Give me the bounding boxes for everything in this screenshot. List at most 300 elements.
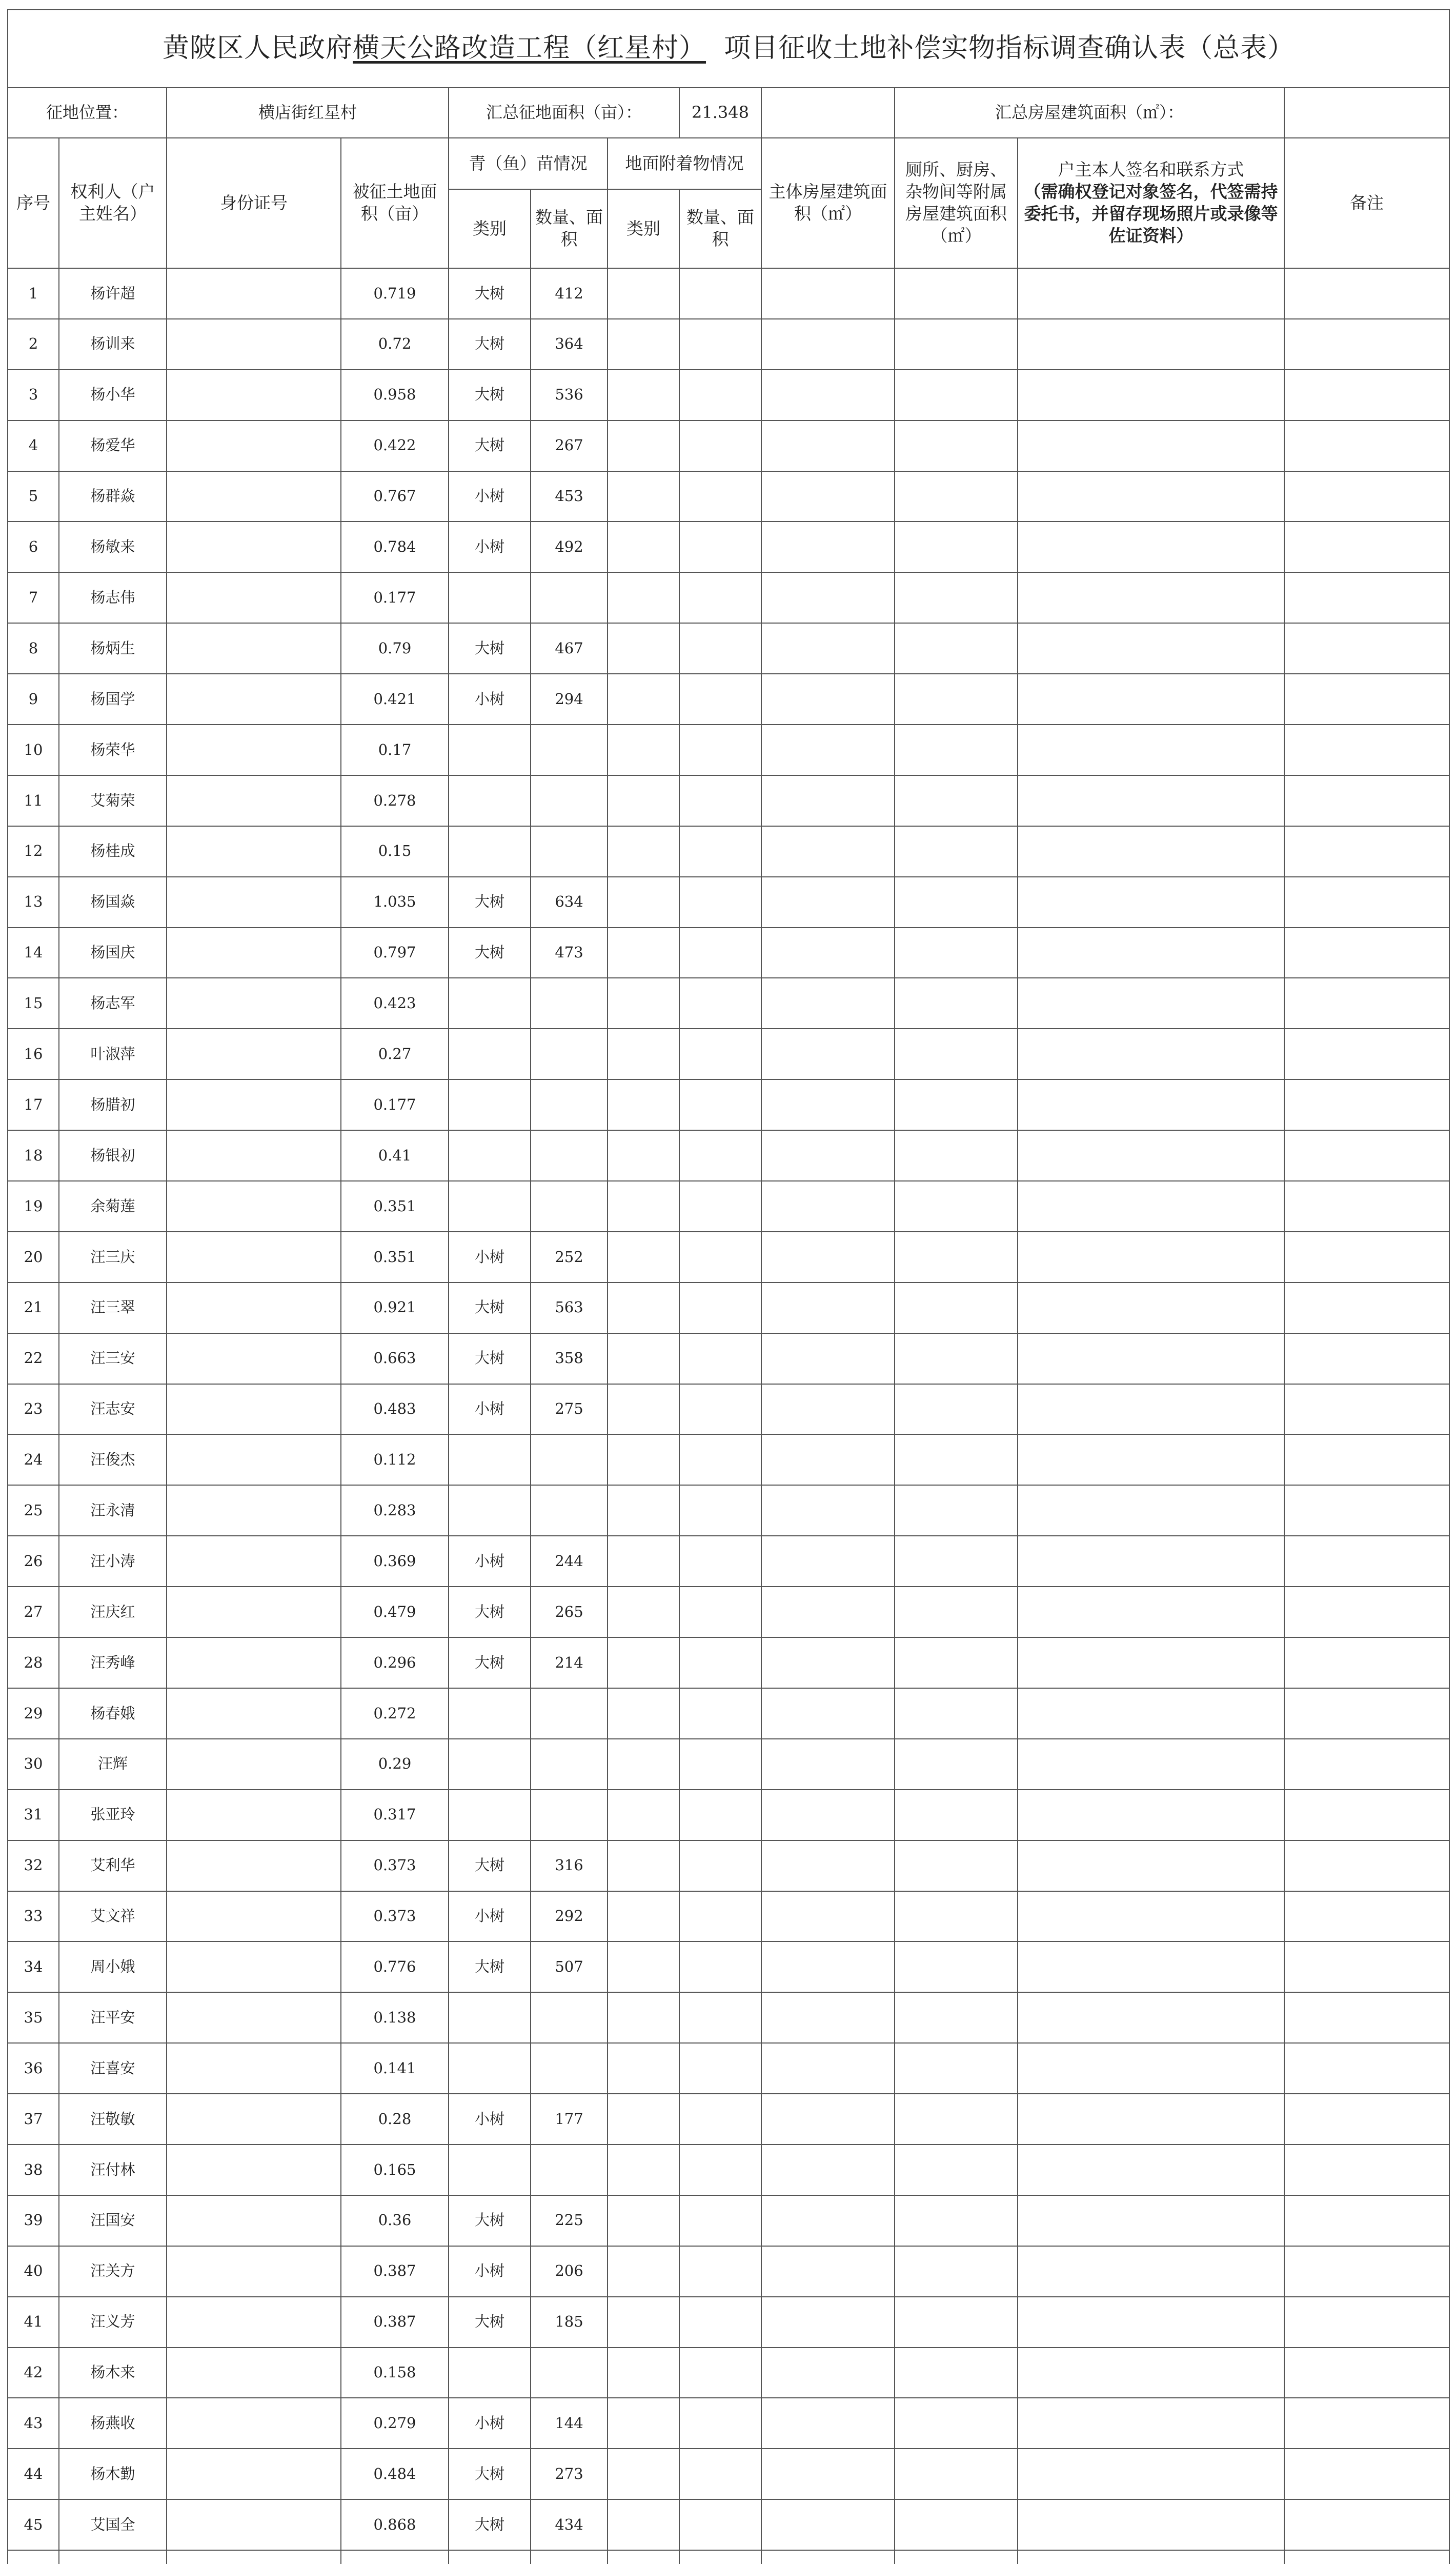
row-land-area: 0.921 <box>341 1283 449 1333</box>
row-owner-name: 汪三庆 <box>59 1232 167 1283</box>
row-aux-house-area <box>895 2145 1018 2195</box>
row-attachment-qty <box>679 1232 761 1283</box>
row-seq: 18 <box>8 1130 59 1181</box>
row-seq: 5 <box>8 471 59 522</box>
row-id-number <box>167 2043 341 2094</box>
row-remark <box>1284 1941 1449 1992</box>
row-signature <box>1018 826 1284 877</box>
row-signature <box>1018 1840 1284 1891</box>
title-suffix: 项目征收土地补偿实物指标调查确认表（总表） <box>724 33 1295 64</box>
row-owner-name: 杨群焱 <box>59 471 167 522</box>
row-land-area: 1.035 <box>341 877 449 928</box>
row-seedling-type: 大树 <box>449 2499 531 2550</box>
row-id-number <box>167 826 341 877</box>
table-row <box>8 1637 1449 1688</box>
row-owner-name: 杨银初 <box>59 1130 167 1181</box>
row-main-house-area <box>761 1333 895 1384</box>
row-remark <box>1284 370 1449 420</box>
row-seedling-type <box>449 1485 531 1536</box>
row-id-number <box>167 1891 341 1942</box>
row-attachment-type <box>608 319 679 370</box>
row-seedling-type: 大树 <box>449 2195 531 2246</box>
row-attachment-type <box>608 420 679 471</box>
row-id-number <box>167 623 341 674</box>
row-id-number <box>167 370 341 420</box>
row-seq: 30 <box>8 1739 59 1790</box>
row-aux-house-area <box>895 1688 1018 1739</box>
table-row <box>8 1992 1449 2043</box>
row-aux-house-area <box>895 826 1018 877</box>
row-land-area: 0.784 <box>341 522 449 572</box>
row-aux-house-area <box>895 1130 1018 1181</box>
row-signature <box>1018 1130 1284 1181</box>
header-signature-line2: （需确权登记对象签名，代签需持委托书，并留存现场照片或录像等佐证资料） <box>1024 182 1278 246</box>
row-seq: 4 <box>8 420 59 471</box>
row-signature <box>1018 1688 1284 1739</box>
row-seedling-qty: 634 <box>531 877 608 928</box>
row-seq: 38 <box>8 2145 59 2195</box>
row-main-house-area <box>761 826 895 877</box>
row-remark <box>1284 471 1449 522</box>
table-row <box>8 1688 1449 1739</box>
row-seedling-type <box>449 1790 531 1840</box>
row-owner-name: 余菊莲 <box>59 1181 167 1232</box>
row-attachment-type <box>608 2499 679 2550</box>
row-aux-house-area <box>895 1333 1018 1384</box>
row-owner-name: 杨许超 <box>59 268 167 319</box>
table-row <box>8 1333 1449 1384</box>
row-remark <box>1284 623 1449 674</box>
table-row <box>8 2043 1449 2094</box>
row-land-area: 0.28 <box>341 2094 449 2145</box>
row-land-area: 0.484 <box>341 2449 449 2499</box>
row-attachment-qty <box>679 2499 761 2550</box>
row-land-area: 0.177 <box>341 1079 449 1130</box>
row-remark <box>1284 2195 1449 2246</box>
row-remark <box>1284 1587 1449 1637</box>
row-signature <box>1018 1485 1284 1536</box>
row-owner-name: 杨爱华 <box>59 420 167 471</box>
row-signature <box>1018 1232 1284 1283</box>
row-seq: 12 <box>8 826 59 877</box>
row-seq: 27 <box>8 1587 59 1637</box>
row-land-area: 0.272 <box>341 1688 449 1739</box>
table-row <box>8 370 1449 420</box>
row-land-area: 0.868 <box>341 2499 449 2550</box>
row-main-house-area <box>761 471 895 522</box>
row-remark <box>1284 877 1449 928</box>
row-seedling-qty: 225 <box>531 2195 608 2246</box>
row-id-number <box>167 1333 341 1384</box>
row-main-house-area <box>761 2094 895 2145</box>
row-land-area: 0.296 <box>341 1637 449 1688</box>
row-main-house-area <box>761 1232 895 1283</box>
row-attachment-qty <box>679 1283 761 1333</box>
row-main-house-area <box>761 2348 895 2398</box>
row-signature <box>1018 1384 1284 1435</box>
row-id-number <box>167 1587 341 1637</box>
row-owner-name: 杨敏来 <box>59 522 167 572</box>
header-seedling-type: 类别 <box>449 189 531 268</box>
row-seq: 9 <box>8 674 59 725</box>
row-id-number <box>167 2195 341 2246</box>
row-land-area: 0.165 <box>341 2145 449 2195</box>
row-aux-house-area <box>895 1079 1018 1130</box>
row-land-area: 0.351 <box>341 1232 449 1283</box>
row-seedling-qty <box>531 1434 608 1485</box>
row-id-number <box>167 1739 341 1790</box>
header-seedling-qty: 数量、面积 <box>531 189 608 268</box>
row-attachment-type <box>608 1992 679 2043</box>
row-owner-name: 杨国焱 <box>59 877 167 928</box>
row-aux-house-area <box>895 2550 1018 2564</box>
row-seq: 44 <box>8 2449 59 2499</box>
row-signature <box>1018 2195 1284 2246</box>
row-seq: 7 <box>8 572 59 623</box>
row-land-area: 0.283 <box>341 1485 449 1536</box>
row-remark <box>1284 928 1449 978</box>
row-signature <box>1018 725 1284 775</box>
row-seedling-type: 大树 <box>449 877 531 928</box>
row-seq: 22 <box>8 1333 59 1384</box>
row-owner-name: 汪关方 <box>59 2246 167 2297</box>
table-row <box>8 522 1449 572</box>
row-seedling-type <box>449 1079 531 1130</box>
row-seq: 3 <box>8 370 59 420</box>
row-id-number <box>167 2094 341 2145</box>
info-blank <box>761 88 895 138</box>
row-land-area: 0.279 <box>341 2398 449 2449</box>
row-main-house-area <box>761 1485 895 1536</box>
row-signature <box>1018 522 1284 572</box>
row-seq: 35 <box>8 1992 59 2043</box>
row-land-area: 0.479 <box>341 1587 449 1637</box>
table-row <box>8 1434 1449 1485</box>
header-signature-line1: 户主本人签名和联系方式 <box>1058 159 1244 180</box>
row-seq: 14 <box>8 928 59 978</box>
row-remark <box>1284 1688 1449 1739</box>
row-remark <box>1284 522 1449 572</box>
row-id-number <box>167 1790 341 1840</box>
row-seq: 8 <box>8 623 59 674</box>
row-seedling-type: 小树 <box>449 1232 531 1283</box>
row-aux-house-area <box>895 2195 1018 2246</box>
row-owner-name: 杨木来 <box>59 2348 167 2398</box>
row-seedling-qty <box>531 2348 608 2398</box>
row-remark <box>1284 1079 1449 1130</box>
row-seedling-qty: 358 <box>531 1333 608 1384</box>
row-seedling-type <box>449 1739 531 1790</box>
form-title <box>8 10 1449 88</box>
row-remark <box>1284 2043 1449 2094</box>
row-seedling-qty: 273 <box>531 2449 608 2499</box>
row-attachment-qty <box>679 725 761 775</box>
row-owner-name: 汪永清 <box>59 1485 167 1536</box>
table-row <box>8 1384 1449 1435</box>
row-attachment-qty <box>679 319 761 370</box>
row-owner-name: 汪国安 <box>59 2195 167 2246</box>
row-attachment-type <box>608 2449 679 2499</box>
row-owner-name: 杨桂成 <box>59 826 167 877</box>
row-aux-house-area <box>895 674 1018 725</box>
row-attachment-qty <box>679 2145 761 2195</box>
row-remark <box>1284 674 1449 725</box>
row-seq: 34 <box>8 1941 59 1992</box>
row-aux-house-area <box>895 572 1018 623</box>
row-aux-house-area <box>895 1739 1018 1790</box>
row-signature <box>1018 1992 1284 2043</box>
confirmation-form <box>7 9 1449 2564</box>
row-signature <box>1018 1891 1284 1942</box>
row-attachment-type <box>608 370 679 420</box>
table-row <box>8 2195 1449 2246</box>
row-seedling-qty: 206 <box>531 2246 608 2297</box>
row-attachment-qty <box>679 1637 761 1688</box>
row-attachment-type <box>608 2246 679 2297</box>
row-id-number <box>167 1840 341 1891</box>
row-main-house-area <box>761 1992 895 2043</box>
row-seedling-qty: 473 <box>531 928 608 978</box>
row-seedling-type <box>449 978 531 1029</box>
row-aux-house-area <box>895 319 1018 370</box>
row-seedling-type: 小树 <box>449 674 531 725</box>
row-signature <box>1018 978 1284 1029</box>
row-seedling-type: 大树 <box>449 2297 531 2348</box>
row-remark <box>1284 2297 1449 2348</box>
row-attachment-type <box>608 572 679 623</box>
row-id-number <box>167 2297 341 2348</box>
row-seedling-type <box>449 826 531 877</box>
row-attachment-type <box>608 1384 679 1435</box>
table-row <box>8 2550 1449 2564</box>
row-land-area: 0.373 <box>341 1840 449 1891</box>
row-attachment-qty <box>679 775 761 826</box>
row-owner-name: 汪喜安 <box>59 2043 167 2094</box>
row-seedling-type: 小树 <box>449 1536 531 1587</box>
row-id-number <box>167 1283 341 1333</box>
row-main-house-area <box>761 1688 895 1739</box>
row-attachment-qty <box>679 1384 761 1435</box>
header-attachment-type: 类别 <box>608 189 679 268</box>
row-aux-house-area <box>895 775 1018 826</box>
row-owner-name: 汪辉 <box>59 1739 167 1790</box>
row-land-area: 0.373 <box>341 1891 449 1942</box>
house-area-value <box>1284 88 1449 138</box>
row-attachment-qty <box>679 1992 761 2043</box>
row-signature <box>1018 1739 1284 1790</box>
row-signature <box>1018 2348 1284 2398</box>
row-main-house-area <box>761 2195 895 2246</box>
row-aux-house-area <box>895 2297 1018 2348</box>
table-row <box>8 1840 1449 1891</box>
row-seedling-qty: 275 <box>531 1384 608 1435</box>
row-aux-house-area <box>895 1790 1018 1840</box>
row-seq: 45 <box>8 2499 59 2550</box>
row-remark <box>1284 775 1449 826</box>
row-aux-house-area <box>895 2398 1018 2449</box>
row-seedling-qty: 267 <box>531 420 608 471</box>
row-id-number <box>167 2348 341 2398</box>
row-signature <box>1018 1079 1284 1130</box>
row-attachment-qty <box>679 2398 761 2449</box>
row-signature <box>1018 1283 1284 1333</box>
row-attachment-type <box>608 2550 679 2564</box>
row-seedling-type: 小树 <box>449 1384 531 1435</box>
row-id-number <box>167 572 341 623</box>
location-label: 征地位置： <box>8 88 167 138</box>
row-signature <box>1018 2094 1284 2145</box>
row-owner-name: 周小娥 <box>59 1941 167 1992</box>
row-remark <box>1284 978 1449 1029</box>
row-signature <box>1018 319 1284 370</box>
row-signature <box>1018 268 1284 319</box>
row-seedling-qty <box>531 2145 608 2195</box>
row-attachment-type <box>608 877 679 928</box>
row-id-number <box>167 1181 341 1232</box>
row-aux-house-area <box>895 522 1018 572</box>
row-attachment-type <box>608 1079 679 1130</box>
row-attachment-qty <box>679 1587 761 1637</box>
row-land-area: 0.767 <box>341 471 449 522</box>
row-seq: 11 <box>8 775 59 826</box>
row-seq <box>8 2550 59 2564</box>
table-row <box>8 319 1449 370</box>
row-signature <box>1018 1587 1284 1637</box>
row-aux-house-area <box>895 877 1018 928</box>
row-remark <box>1284 2145 1449 2195</box>
row-attachment-qty <box>679 1688 761 1739</box>
row-remark <box>1284 1536 1449 1587</box>
row-main-house-area <box>761 1739 895 1790</box>
row-seedling-type: 大树 <box>449 1840 531 1891</box>
row-main-house-area <box>761 2043 895 2094</box>
row-attachment-qty <box>679 2195 761 2246</box>
table-row <box>8 826 1449 877</box>
header-attachment-group: 地面附着物情况 <box>608 138 761 189</box>
row-seedling-qty: 177 <box>531 2094 608 2145</box>
row-main-house-area <box>761 1637 895 1688</box>
row-seedling-qty: 467 <box>531 623 608 674</box>
header-main-house-area: 主体房屋建筑面积（㎡） <box>761 138 895 268</box>
row-aux-house-area <box>895 420 1018 471</box>
table-row <box>8 2398 1449 2449</box>
row-seq: 24 <box>8 1434 59 1485</box>
row-signature <box>1018 2297 1284 2348</box>
row-land-area: 0.423 <box>341 978 449 1029</box>
row-owner-name: 汪义芳 <box>59 2297 167 2348</box>
house-area-label: 汇总房屋建筑面积（㎡）： <box>895 88 1284 138</box>
row-signature <box>1018 1790 1284 1840</box>
row-aux-house-area <box>895 1434 1018 1485</box>
table-row <box>8 674 1449 725</box>
row-seq: 21 <box>8 1283 59 1333</box>
row-seq: 36 <box>8 2043 59 2094</box>
row-main-house-area <box>761 2499 895 2550</box>
row-seq: 41 <box>8 2297 59 2348</box>
row-signature <box>1018 2246 1284 2297</box>
row-attachment-type <box>608 2145 679 2195</box>
row-aux-house-area <box>895 1637 1018 1688</box>
row-owner-name: 汪俊杰 <box>59 1434 167 1485</box>
row-main-house-area <box>761 1587 895 1637</box>
row-attachment-type <box>608 1181 679 1232</box>
row-owner-name: 汪敬敏 <box>59 2094 167 2145</box>
row-attachment-qty <box>679 471 761 522</box>
row-owner-name: 杨腊初 <box>59 1079 167 1130</box>
row-attachment-type <box>608 1283 679 1333</box>
row-seq: 25 <box>8 1485 59 1536</box>
row-main-house-area <box>761 674 895 725</box>
row-aux-house-area <box>895 2449 1018 2499</box>
row-owner-name: 杨志伟 <box>59 572 167 623</box>
row-aux-house-area <box>895 2043 1018 2094</box>
row-attachment-qty <box>679 1485 761 1536</box>
table-row <box>8 268 1449 319</box>
table-row <box>8 2094 1449 2145</box>
title-project: 横天公路改造工程（红星村） <box>353 33 706 64</box>
row-attachment-type <box>608 1587 679 1637</box>
row-main-house-area <box>761 370 895 420</box>
row-owner-name: 杨荣华 <box>59 725 167 775</box>
row-remark <box>1284 826 1449 877</box>
row-main-house-area <box>761 928 895 978</box>
row-remark <box>1284 1029 1449 1079</box>
row-remark <box>1284 1790 1449 1840</box>
row-main-house-area <box>761 319 895 370</box>
row-seq: 13 <box>8 877 59 928</box>
row-id-number <box>167 2499 341 2550</box>
table-row <box>8 623 1449 674</box>
row-owner-name: 杨春娥 <box>59 1688 167 1739</box>
row-attachment-type <box>608 522 679 572</box>
row-owner-name: 杨小华 <box>59 370 167 420</box>
row-signature <box>1018 928 1284 978</box>
row-seedling-qty <box>531 1029 608 1079</box>
row-attachment-type <box>608 674 679 725</box>
row-seq: 33 <box>8 1891 59 1942</box>
row-seedling-type <box>449 1992 531 2043</box>
row-seedling-qty: 244 <box>531 1536 608 1587</box>
row-attachment-qty <box>679 1029 761 1079</box>
row-seedling-qty: 144 <box>531 2398 608 2449</box>
row-main-house-area <box>761 1130 895 1181</box>
row-signature <box>1018 572 1284 623</box>
row-id-number <box>167 928 341 978</box>
table-row <box>8 2499 1449 2550</box>
table-row <box>8 2246 1449 2297</box>
row-seedling-qty <box>531 1688 608 1739</box>
row-seq: 42 <box>8 2348 59 2398</box>
row-owner-name: 张亚玲 <box>59 1790 167 1840</box>
header-id-number: 身份证号 <box>167 138 341 268</box>
row-seedling-qty: 265 <box>531 1587 608 1637</box>
row-seedling-type: 大树 <box>449 928 531 978</box>
row-aux-house-area <box>895 268 1018 319</box>
row-remark <box>1284 2398 1449 2449</box>
row-remark <box>1284 725 1449 775</box>
row-seedling-type <box>449 1181 531 1232</box>
row-seq: 6 <box>8 522 59 572</box>
row-owner-name: 杨国学 <box>59 674 167 725</box>
row-main-house-area <box>761 420 895 471</box>
row-land-area <box>341 2550 449 2564</box>
row-aux-house-area <box>895 1587 1018 1637</box>
row-remark <box>1284 420 1449 471</box>
row-seedling-type: 大树 <box>449 1637 531 1688</box>
row-main-house-area <box>761 1790 895 1840</box>
row-seedling-qty <box>531 1485 608 1536</box>
row-land-area: 0.27 <box>341 1029 449 1079</box>
